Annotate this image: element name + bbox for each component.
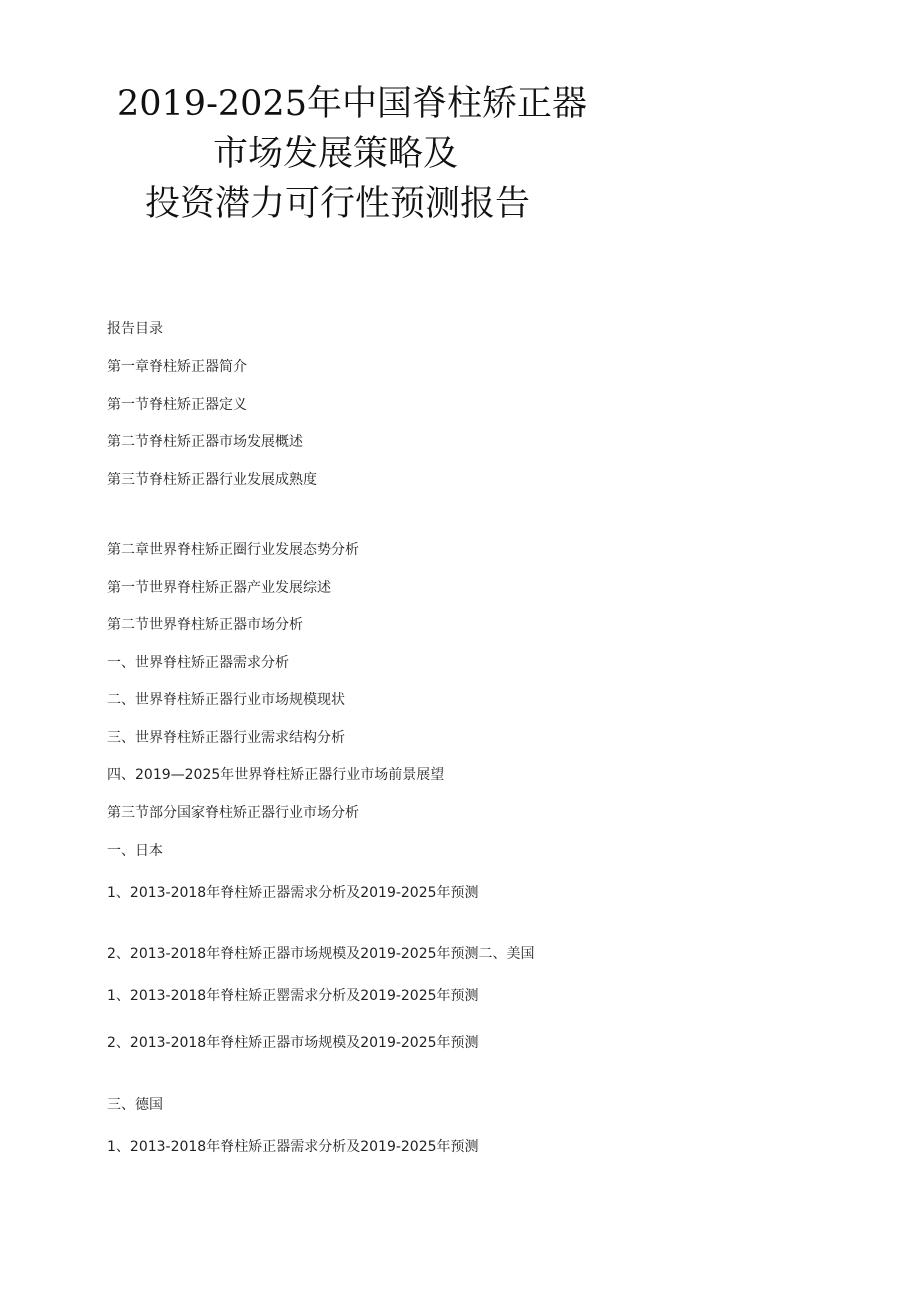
toc-heading: 报告目录: [107, 321, 163, 337]
report-title-line-2: 市场发展策略及: [213, 134, 459, 174]
toc-item: 2、2013-2018年脊柱矫正器市场规模及2019-2025年预测二、美国: [107, 946, 535, 962]
toc-item: 一、日本: [107, 843, 163, 859]
toc-item: 第三节部分国家脊柱矫正器行业市场分析: [107, 805, 359, 821]
report-title-line-3: 投资潜力可行性预测报告: [145, 184, 531, 224]
report-title-line-1: 2019-2025年中国脊柱矫正器: [117, 84, 587, 124]
toc-item: 三、世界脊柱矫正器行业需求结构分析: [107, 730, 345, 746]
toc-item: 第二节世界脊柱矫正器市场分析: [107, 617, 303, 633]
toc-item: 二、世界脊柱矫正器行业市场规模现状: [107, 692, 345, 708]
toc-item: 第三节脊柱矫正器行业发展成熟度: [107, 472, 317, 488]
toc-item: 一、世界脊柱矫正器需求分析: [107, 655, 289, 671]
toc-item: 2、2013-2018年脊柱矫正器市场规模及2019-2025年预测: [107, 1035, 479, 1051]
toc-item: 1、2013-2018年脊柱矫正器需求分析及2019-2025年预测: [107, 885, 479, 901]
toc-item: 第一章脊柱矫正器简介: [107, 359, 247, 375]
toc-item: 第一节脊柱矫正器定义: [107, 397, 247, 413]
toc-item: 第二章世界脊柱矫正圈行业发展态势分析: [107, 542, 359, 558]
toc-item: 1、2013-2018年脊柱矫正器需求分析及2019-2025年预测: [107, 1139, 479, 1155]
toc-item: 1、2013-2018年脊柱矫正罂需求分析及2019-2025年预测: [107, 988, 479, 1004]
toc-item: 第二节脊柱矫正器市场发展概述: [107, 434, 303, 450]
toc-item: 三、德国: [107, 1097, 163, 1113]
toc-item: 四、2019—2025年世界脊柱矫正器行业市场前景展望: [107, 767, 445, 783]
toc-item: 第一节世界脊柱矫正器产业发展综述: [107, 580, 331, 596]
